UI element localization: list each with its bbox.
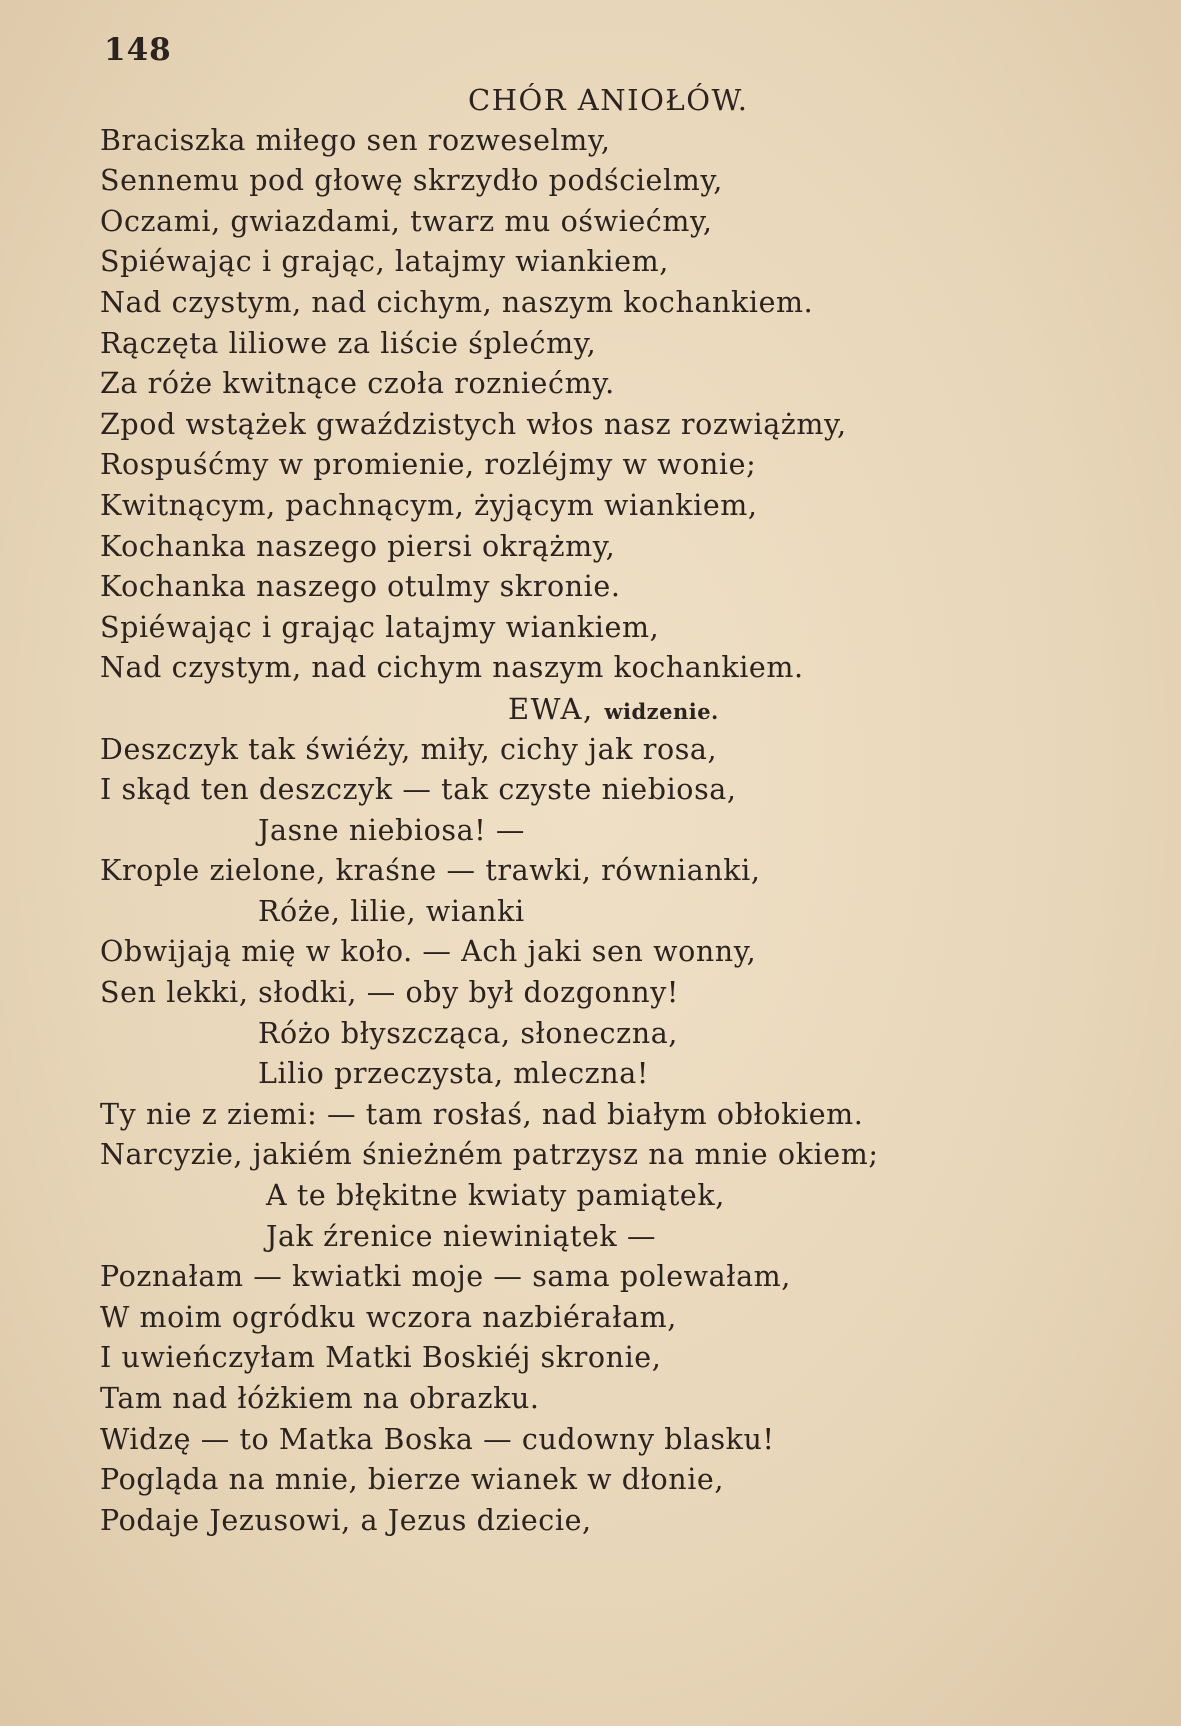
verse-line: Kwitnącym, pachnącym, żyjącym wiankiem,	[100, 488, 758, 522]
verse-line: W moim ogródku wczora nazbiérałam,	[100, 1300, 677, 1334]
verse-line: Różo błyszcząca, słoneczna,	[258, 1016, 678, 1050]
verse-line: Róże, lilie, wianki	[258, 894, 525, 928]
verse-line: Kochanka naszego piersi okrążmy,	[100, 529, 616, 563]
stage-direction: widzenie.	[604, 698, 719, 724]
verse-line: Spiéwając i grając, latajmy wiankiem,	[100, 245, 669, 279]
verse-line: Nad czystym, nad cichym naszym kochankiem.	[100, 651, 804, 685]
verse-line: Sennemu pod głowę skrzydło podścielmy,	[100, 164, 723, 198]
section-heading-chor: CHÓR ANIOŁÓW.	[468, 83, 749, 117]
verse-line: Rączęta liliowe za liście śplećmy,	[100, 326, 597, 360]
verse-line: Za róże kwitnące czoła rozniećmy.	[100, 367, 615, 401]
verse-line: Widzę — to Matka Boska — cudowny blasku!	[100, 1422, 775, 1456]
verse-line: Kochanka naszego otulmy skronie.	[100, 570, 621, 604]
verse-line: Rospuśćmy w promienie, rozléjmy w wonie;	[100, 448, 757, 482]
verse-line: Lilio przeczysta, mleczna!	[258, 1057, 649, 1091]
verse-line: Jak źrenice niewiniątek —	[266, 1219, 657, 1253]
verse-line: Zpod wstążek gwaździstych włos nasz rozwiążmy,	[100, 407, 847, 441]
speaker-name: EWA,	[508, 691, 594, 726]
verse-line: Braciszka miłego sen rozweselmy,	[100, 123, 611, 157]
verse-line: Ty nie z ziemi: — tam rosłaś, nad białym obłokiem.	[100, 1097, 864, 1131]
verse-line: A te błękitne kwiaty pamiątek,	[266, 1179, 725, 1213]
verse-line: Krople zielone, kraśne — trawki, równianki,	[100, 854, 761, 888]
page-number: 148	[104, 32, 172, 68]
verse-line: I skąd ten deszczyk — tak czyste niebiosa,	[100, 773, 737, 807]
verse-line: Obwijają mię w koło. — Ach jaki sen wonny,	[100, 935, 757, 969]
poem-text	[100, 80, 1160, 1541]
verse-line: Jasne niebiosa! —	[258, 813, 526, 847]
verse-line: Podaje Jezusowi, a Jezus dziecie,	[100, 1503, 592, 1537]
verse-line: Pogląda na mnie, bierze wianek w dłonie,	[100, 1463, 725, 1497]
section-heading-ewa	[100, 689, 1160, 730]
verse-line: Nad czystym, nad cichym, naszym kochankiem.	[100, 285, 814, 319]
verse-line: Oczami, gwiazdami, twarz mu oświećmy,	[100, 204, 713, 238]
verse-line: Tam nad łóżkiem na obrazku.	[100, 1382, 540, 1415]
verse-line: Poznałam — kwiatki moje — sama polewałam,	[100, 1260, 791, 1294]
verse-line: Deszczyk tak świéży, miły, cichy jak rosa,	[100, 732, 718, 766]
verse-line: Spiéwając i grając latajmy wiankiem,	[100, 610, 660, 644]
verse-line: Sen lekki, słodki, — oby był dozgonny!	[100, 976, 679, 1010]
verse-line: I uwieńczyłam Matki Boskiéj skronie,	[100, 1341, 662, 1375]
verse-line: Narcyzie, jakiém śnieżném patrzysz na mnie okiem;	[100, 1138, 879, 1172]
